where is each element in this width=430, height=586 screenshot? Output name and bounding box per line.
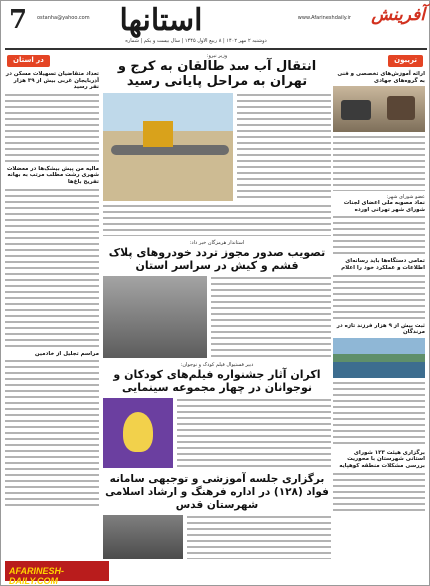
right-text-5: [333, 472, 425, 512]
cars-photo: [103, 276, 207, 358]
story4-text: [187, 515, 331, 559]
festival-poster: [103, 398, 173, 468]
story4-headline: برگزاری جلسه آموزشی و توجیهی سامانه فواد (۱۲۸) در اداره فرهنگ و ارشاد اسلامی شهرستان قدس: [105, 473, 329, 511]
footer-banner[interactable]: AFARINESH-DAILY.COM: [5, 561, 109, 581]
right-text-4: [333, 381, 425, 447]
main-column: [103, 53, 331, 557]
left-headline-2: مالیه من پیش بیشک‌ها در معضلات شهری رشت مطلب مرتب به بهانه تفریح باغ‌ها: [6, 165, 99, 185]
left-text-3: [5, 359, 99, 509]
right-headline-5: برگزاری هیئت ۱۲۳ شورای استانی شهرستان با محوریت بررسی مشکلات منطقه کوهپایه: [339, 449, 425, 469]
right-text-2: [333, 215, 425, 255]
meeting-photo: [333, 86, 425, 132]
right-kicker-2: عضو شورای شهر:: [386, 194, 425, 201]
right-headline-3: تمامی دستگاه‌ها باید رسانه‌ای اطلاعات و عملکرد خود را اعلام: [341, 258, 425, 271]
lead-text-2: [103, 204, 331, 236]
lead-headline: انتقال آب سد طالقان به کرج و تهران به مراحل پایانی رسید: [117, 59, 317, 89]
story3-text: [177, 398, 331, 468]
masthead-email: ostanha@yahoo.com: [37, 15, 90, 21]
left-headline-1: تعداد متقاضیان تسهیلات مسکن در آذربایجان غربی بیش از ۳۹ هزار نفر رسید: [5, 71, 99, 91]
dateline: دوشنبه ۲ مهر ۱۴۰۲ | ۸ ربیع الاول ۱۴۴۵ | سال بیست و یکم | شماره: [125, 38, 267, 44]
left-text-1: [5, 93, 99, 163]
right-text-3: [333, 274, 425, 320]
lead-kicker: وزیر نیرو:: [206, 53, 228, 59]
brand-logo: آفرینش: [371, 5, 425, 25]
left-column: [5, 71, 99, 557]
right-headline-2: نماد مصوبه ملی اعضای لجنات شورای شهر تهرانی اورده: [343, 200, 425, 213]
tab-in-province: در استان: [7, 55, 50, 67]
masthead-rule: [5, 48, 427, 50]
story2-headline: تصویب صدور مجوز تردد خودروهای پلاک قشم و کیش در سراسر استان: [108, 246, 326, 272]
right-text-1: [333, 135, 425, 191]
meeting-room-photo: [103, 515, 183, 559]
story2-text: [211, 276, 331, 358]
story3-headline: اکران آثار جشنواره فیلم‌های کودکان و نوجوانان در چهار مجموعه سینمایی: [113, 368, 321, 394]
left-headline-3: مراسم تجلیل از خادمین: [34, 350, 99, 357]
left-text-2: [5, 188, 99, 348]
right-top-headline: ارائه آموزش‌های تخصصی و فنی به گروه‌های جهادی: [337, 71, 425, 84]
masthead-website: www.Afarineshdaily.ir: [297, 15, 351, 21]
tab-tribune: تریبون: [388, 55, 423, 67]
right-column: [333, 71, 425, 557]
page-number: 7: [8, 5, 28, 35]
masthead: [1, 1, 430, 53]
harbor-photo: [333, 338, 425, 378]
pipeline-photo: [103, 93, 233, 201]
story2-kicker: استاندار هرمزگان خبر داد:: [189, 240, 245, 246]
lead-text: [237, 93, 331, 201]
story3-kicker: دبیر فستیوال فیلم کودک و نوجوان:: [180, 362, 254, 368]
right-headline-4: ثبت بیش از ۹ هزار فرزند تازه در مرندگان: [336, 322, 425, 336]
masthead-logo: استانها: [119, 3, 203, 38]
